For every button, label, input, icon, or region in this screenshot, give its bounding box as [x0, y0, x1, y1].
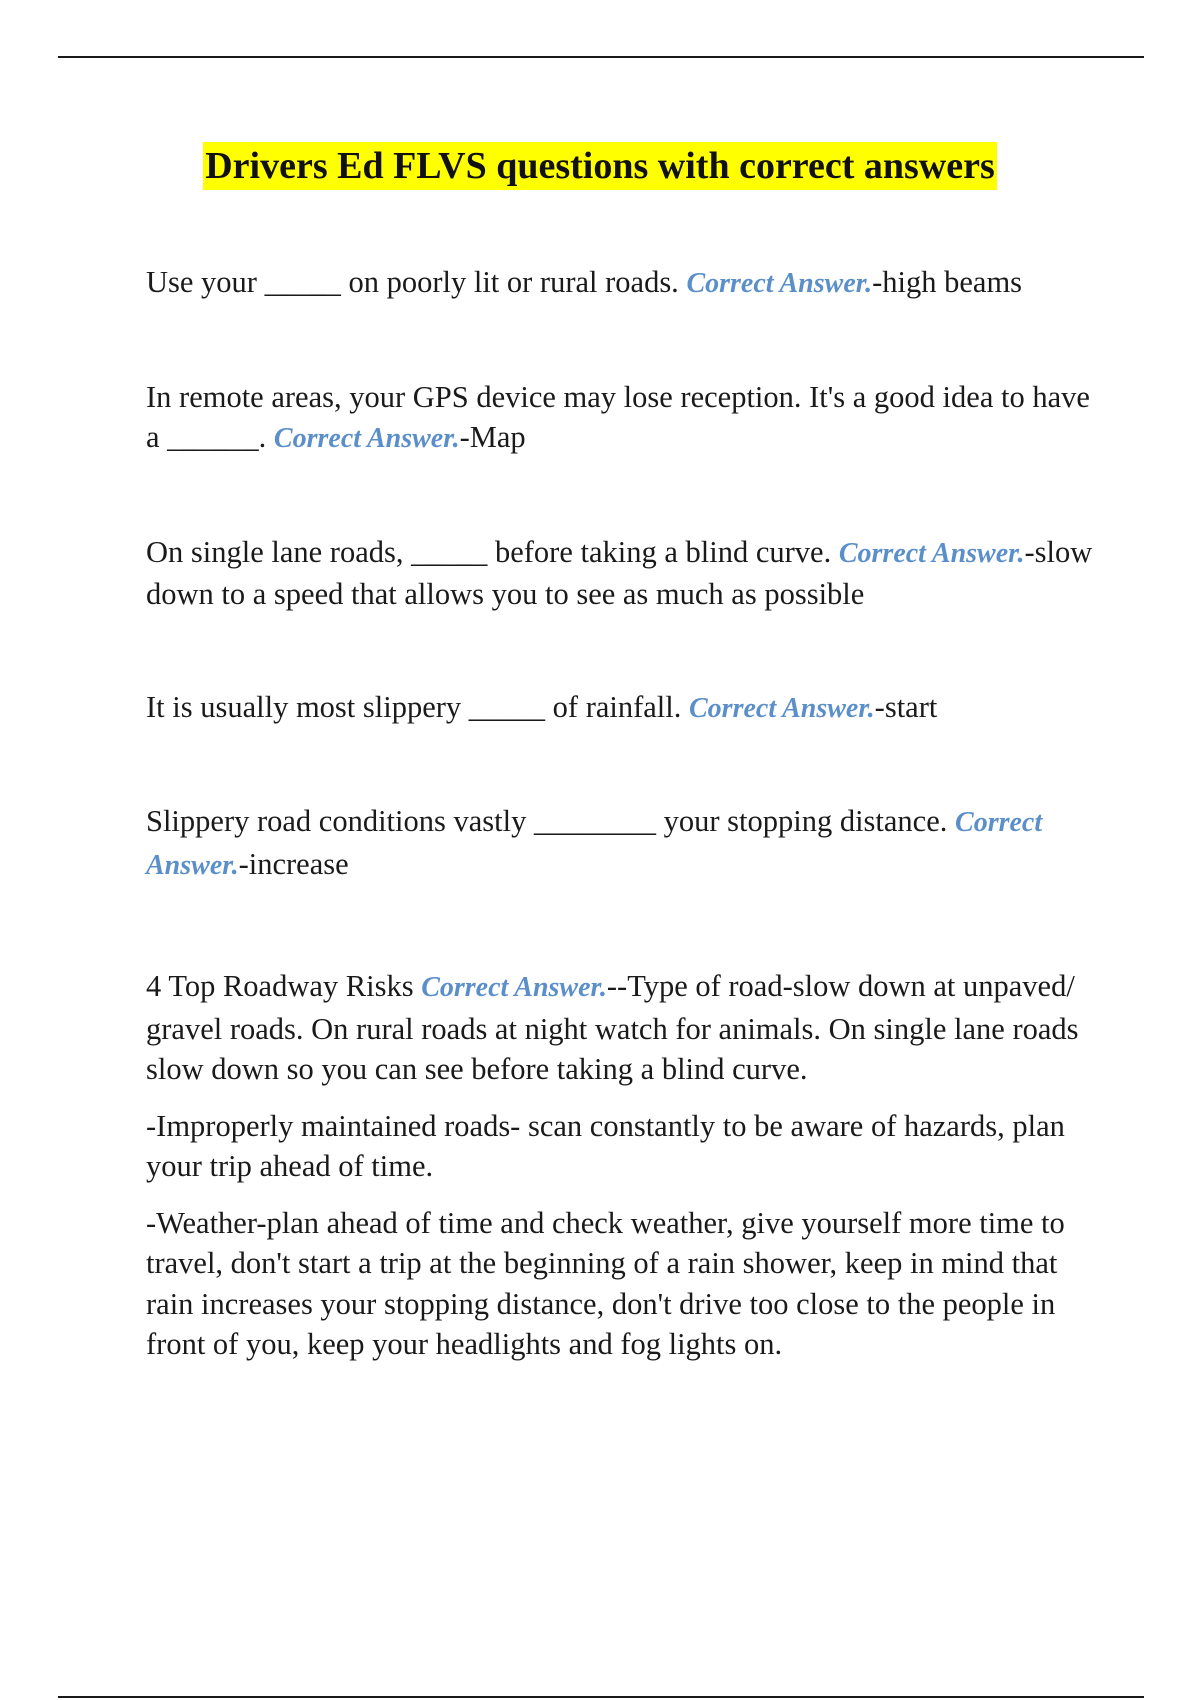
- question-text: In remote areas, your GPS device may lose reception. It's a good idea to have a ______.: [146, 379, 1090, 454]
- question-text: Slippery road conditions vastly ________ your stopping distance.: [146, 804, 956, 838]
- title-container: [0, 142, 1200, 190]
- question-text: Use your _____ on poorly lit or rural roads.: [146, 265, 687, 299]
- answer-label: Correct Answer.: [146, 807, 1043, 881]
- answer-continuation: -Weather-plan ahead of time and check weather, give yourself more time to travel, don't start a trip at the beginning of a rain shower, keep in mind that rain increases your stopping distance, don't drive too close to the people in front of you, keep your headlights and fog lights on.: [146, 1205, 1065, 1361]
- qa-item: [146, 262, 1096, 305]
- answer-continuation: -Improperly maintained roads- scan constantly to be aware of hazards, plan your trip ahead of time.: [146, 1108, 1065, 1183]
- answer-label: Correct Answer.: [686, 268, 873, 299]
- answer-text: -Map: [459, 420, 526, 454]
- question-text: It is usually most slippery _____ of rainfall.: [146, 689, 689, 724]
- answer-label: Correct Answer.: [273, 423, 460, 454]
- answer-text: -high beams: [872, 265, 1023, 299]
- qa-item: [146, 801, 1096, 886]
- answer-label: Correct Answer.: [421, 972, 607, 1003]
- question-text: On single lane roads, _____ before taking a blind curve.: [146, 534, 839, 569]
- qa-item: [146, 532, 1096, 615]
- answer-label: Correct Answer.: [838, 537, 1025, 569]
- answer-text: -slow down to a speed that allows you to see as much as possible: [146, 534, 1093, 611]
- top-rule: [58, 56, 1144, 58]
- bottom-rule: [58, 1696, 1144, 1698]
- question-text: 4 Top Roadway Risks: [146, 969, 422, 1003]
- answer-label: Correct Answer.: [689, 692, 875, 724]
- qa-item: [146, 966, 1096, 1090]
- answer-text: -start: [874, 689, 938, 724]
- page-title: Drivers Ed FLVS questions with correct answers: [203, 142, 997, 190]
- qa-item: [146, 687, 1096, 730]
- answer-text: -increase: [238, 846, 349, 881]
- qa-item: [146, 377, 1096, 460]
- answer-text: --Type of road-slow down at unpaved/ gravel roads. On rural roads at night watch for animals. On single lane roads slow down so you can see before taking a blind curve.: [146, 969, 1079, 1086]
- qa-content: [146, 262, 1096, 1365]
